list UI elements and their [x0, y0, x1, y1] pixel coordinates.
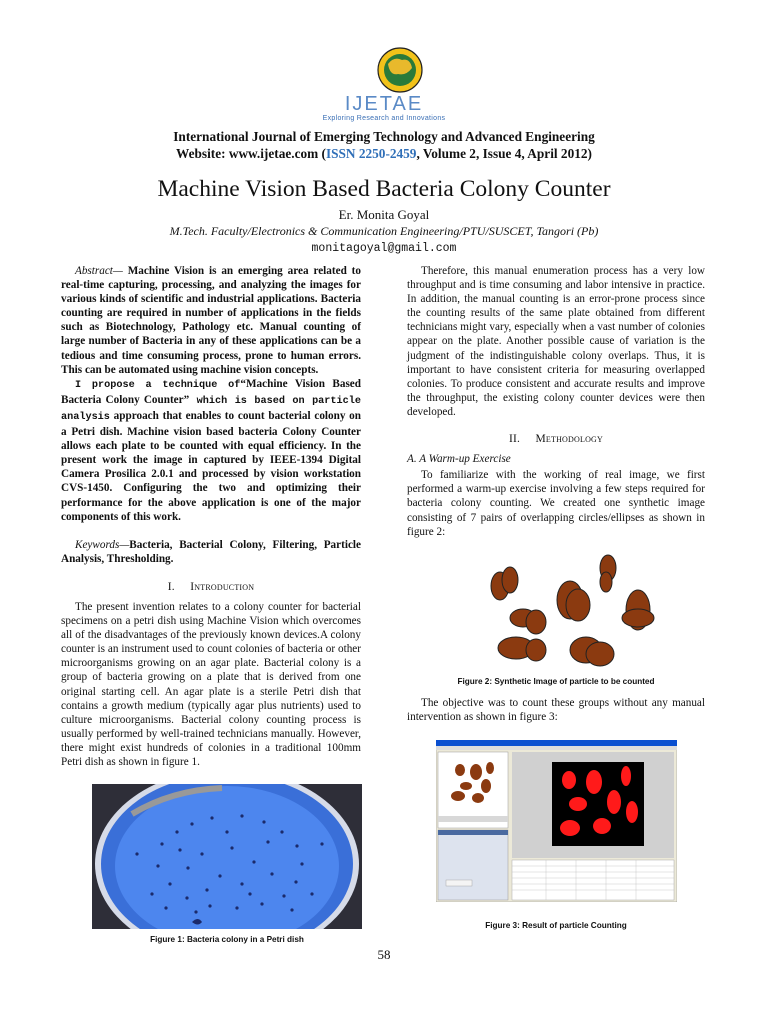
section-2-number: II.	[508, 433, 521, 446]
logo-text-block	[300, 94, 468, 122]
journal-website-line	[60, 145, 708, 162]
right-paragraph-1: Therefore, this manual enumeration process has a very low throughput and is time consuming and labor intensive in practice. In addition, the manual counting is an error-prone process since the counting results of the same plate obtained from different technicians might vary, especially when a vast number of colonies appear on the plate. Another possible cause of variation is the judgment of the indistinguishable colony overlaps. Thus, it is important to have consistent criteria for measuring overlapped colonies. To produce consistent and accurate results and improve the throughput, the existing colony counter devices were then developed.	[407, 265, 705, 418]
left-column	[61, 264, 361, 769]
abstract	[61, 264, 361, 377]
abstract-rest: approach that enables to count bacterial colony on a Petri dish. Machine vision based bacteria Colony Counter allows each plate to be counted with equal efficiency. In the present work the image in captured by IEEE-1394 Digital Camera Prosilica 2.0.1 and processed by vision workstation CVS-1450. Configuring the two and optimizing their performance for the above application is one of the major components of this work.	[61, 409, 361, 523]
logo-wordmark: IJETAE	[344, 93, 424, 115]
globe-logo-icon	[330, 46, 470, 96]
introduction-paragraph: The present invention relates to a colony counter for bacterial specimens on a petri dish using Machine Vision which overcomes all of the disadvantages of the previously known devices.A colony counter is an instrument used to count colonies of bacteria or other microorganisms growing on an agar plate. Bacterial colony is a group of bacteria growing on a plate that is derived from one original starting cell. An agar plate is a sterile Petri dish that contains a growth medium (typically agar plus nutrients) used to culture microorganisms. Bacterial colony counting process is usually performed by well-trained technicians manually. However, there might exist hundreds of colonies in a traditional 100mm Petri dish as shown in figure 1.	[61, 600, 361, 768]
keywords-text: Bacteria, Bacterial Colony, Filtering, Particle Analysis, Thresholding.	[61, 538, 361, 565]
right-paragraph-3: The objective was to count these groups without any manual intervention as shown in figure 3:	[407, 697, 705, 724]
issue-text: , Volume 2, Issue 4, April 2012)	[416, 146, 592, 161]
right-paragraph-2: To familiarize with the working of real image, we first performed a warm-up exercise involving a few steps required for bacteria colony counting. We created one synthetic image consisting of 7 pairs of overlapping circles/ellipses as shown in figure 2:	[407, 469, 705, 538]
figure-1-petri-dish	[92, 784, 362, 929]
website-text: Website: www.ijetae.com (	[176, 146, 326, 161]
section-title: Introduction	[190, 580, 255, 593]
author-affiliation: M.Tech. Faculty/Electronics & Communication Engineering/PTU/SUSCET, Tangori (Pb)	[169, 224, 599, 238]
figure-2-caption: Figure 2: Synthetic Image of particle to be counted	[457, 677, 655, 686]
issn-link[interactable]: ISSN 2250-2459	[325, 146, 417, 161]
abstract-quote-title: “Machine Vision Based Bacteria Colony Counter”	[61, 377, 361, 406]
section-2-title: Methodology	[535, 433, 604, 446]
author-name: Er. Monita Goyal	[338, 207, 430, 222]
author-email[interactable]: monitagoyal@gmail.com	[311, 242, 457, 255]
petri-dish-image	[92, 784, 362, 929]
journal-name: International Journal of Emerging Technology and Advanced Engineering	[173, 129, 595, 144]
section-heading-introduction	[61, 580, 361, 594]
figure-3-caption: Figure 3: Result of particle Counting	[485, 921, 627, 930]
figure-1-caption: Figure 1: Bacteria colony in a Petri dish	[150, 935, 304, 944]
synthetic-particles-image	[478, 550, 668, 670]
paper-title: Machine Vision Based Bacteria Colony Counter	[157, 176, 611, 202]
right-paragraph-3-block	[407, 696, 705, 724]
keywords	[61, 538, 361, 566]
abstract-paragraph-2	[61, 377, 361, 524]
figure-3-screenshot	[436, 740, 677, 902]
keywords-label: Keywords—	[75, 538, 130, 551]
figure-2-synthetic-image	[478, 550, 668, 670]
abstract-label: Abstract—	[75, 265, 123, 277]
abstract-mono-1: I propose a technique of	[75, 379, 241, 391]
abstract-mono-2: which is based on particle analysis	[61, 395, 361, 423]
right-column	[407, 264, 705, 539]
journal-header	[60, 128, 708, 162]
subsection-a-heading: A. A Warm-up Exercise	[407, 453, 511, 466]
section-heading-methodology	[407, 432, 705, 446]
section-number: I.	[167, 580, 175, 593]
particle-counting-screenshot	[436, 740, 677, 902]
page-number: 58	[377, 947, 391, 962]
abstract-text: Machine Vision is an emerging area related to real-time capturing, processing, and analyzing the images for various kinds of scientific and industrial applications. Bacteria counting are required in number of applications in the fields such as Biotechnology, Pathology etc. Manual counting of large number of Bacteria in any of these applications can be a tedious and time consuming process, prone to human errors. This can be automated using machine vision concepts.	[61, 265, 361, 376]
logo-tagline: Exploring Research and Innovations	[322, 115, 446, 122]
